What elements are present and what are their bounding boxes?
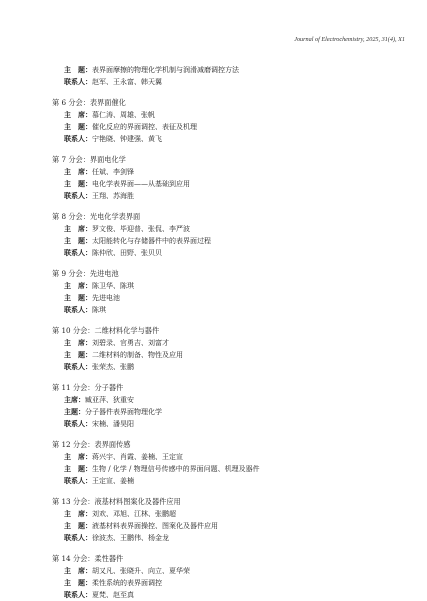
row-label: 联系人： [64, 476, 92, 485]
journal-header: Journal of Electrochemistry, 2025, 31(4), X1 [294, 36, 405, 43]
session-block [52, 496, 412, 544]
row-label: 联系人： [64, 419, 92, 428]
row-value: 液基材料表界面操控、图案化及器件应用 [92, 522, 218, 530]
session-row [52, 406, 412, 418]
row-label: 联系人： [64, 191, 92, 200]
session-block [52, 553, 412, 601]
row-value: 张荣杰、张鹏 [92, 363, 134, 371]
session-row [52, 133, 412, 145]
row-value: 臧亚萍、狄重安 [85, 396, 134, 404]
row-value: 任斌、李剑锋 [92, 168, 134, 176]
row-label: 主 席： [64, 509, 92, 518]
row-value: 分子器件表界面物理化学 [85, 408, 162, 416]
session-row [52, 520, 412, 532]
lead-contact-row [52, 76, 412, 88]
session-row [52, 532, 412, 544]
row-value: 刘欢、邓旭、江林、张鹏超 [92, 510, 176, 518]
row-value: 宋楠、潘昊阳 [92, 420, 134, 428]
session-title: 第 12 分会：表界面传感 [52, 440, 131, 449]
row-value: 生物 / 化学 / 物理信号传感中的界面问题、机理及器件 [92, 465, 260, 473]
row-label: 主 席： [64, 281, 92, 290]
session-row [52, 361, 412, 373]
row-value: 陈仲欣、田野、张贝贝 [92, 249, 162, 257]
session-row [52, 394, 412, 406]
session-row [52, 223, 412, 235]
row-label: 联系人： [64, 77, 92, 86]
session-block [52, 439, 412, 487]
row-label: 主 题： [64, 236, 92, 245]
row-label: 联系人： [64, 305, 92, 314]
session-block [52, 382, 412, 430]
row-value: 太阳能转化与存储器件中的表界面过程 [92, 237, 211, 245]
session-title: 第 8 分会：光电化学表界面 [52, 212, 141, 221]
row-label: 主题： [64, 407, 85, 416]
row-label: 主 席： [64, 167, 92, 176]
session-title: 第 11 分会：分子器件 [52, 383, 124, 392]
session-block [52, 154, 412, 202]
session-row [52, 451, 412, 463]
row-label: 主 题： [64, 293, 92, 302]
session-row [52, 166, 412, 178]
row-label: 主 题： [64, 521, 92, 530]
session-block [52, 325, 412, 373]
row-value: 表界面摩擦的物理化学机制与润滑减磨调控方法 [92, 66, 239, 74]
row-label: 主 题： [64, 179, 92, 188]
session-row [52, 508, 412, 520]
row-value: 蒋兴宇、肖霞、姜楠、王定宣 [92, 453, 183, 461]
session-title: 第 6 分会：表界面催化 [52, 98, 126, 107]
row-value: 宁艳晓、钟建强、黄飞 [92, 135, 162, 143]
row-label: 主 题： [64, 65, 92, 74]
session-row [52, 247, 412, 259]
row-label: 主 席： [64, 224, 92, 233]
row-value: 慕仁涛、周雄、张帆 [92, 111, 155, 119]
session-title: 第 9 分会：先进电池 [52, 269, 119, 278]
session-row [52, 418, 412, 430]
session-title: 第 14 分会：柔性器件 [52, 554, 124, 563]
row-label: 主 题： [64, 464, 92, 473]
session-row [52, 235, 412, 247]
session-row [52, 463, 412, 475]
session-row [52, 121, 412, 133]
row-value: 二维材料的制备、物性及应用 [92, 351, 183, 359]
row-value: 王翔、苏海胜 [92, 192, 134, 200]
row-label: 主 席： [64, 452, 92, 461]
session-row [52, 109, 412, 121]
session-row [52, 589, 412, 601]
session-row [52, 178, 412, 190]
row-value: 胡又凡、张晓升、向立、夏华荣 [92, 567, 190, 575]
row-value: 电化学表界面——从基础到应用 [92, 180, 190, 188]
row-value: 刘碧录、官勇吉、刘富才 [92, 339, 169, 347]
row-label: 联系人： [64, 533, 92, 542]
session-list [52, 64, 412, 601]
session-row [52, 190, 412, 202]
session-title: 第 10 分会：二维材料化学与器件 [52, 326, 160, 335]
session-row [52, 349, 412, 361]
session-title: 第 13 分会：液基材料图案化及器件应用 [52, 497, 181, 506]
session-block [52, 268, 412, 316]
row-label: 联系人： [64, 248, 92, 257]
row-label: 主 席： [64, 110, 92, 119]
session-block [52, 211, 412, 259]
row-value: 徐波杰、王鹏伟、杨金龙 [92, 534, 169, 542]
session-row [52, 280, 412, 292]
row-value: 柔性系统的表界面调控 [92, 579, 162, 587]
session-row [52, 475, 412, 487]
row-value: 催化反应的界面调控、表征及机理 [92, 123, 197, 131]
row-label: 主 席： [64, 566, 92, 575]
session-row [52, 304, 412, 316]
session-row [52, 337, 412, 349]
row-label: 主 题： [64, 350, 92, 359]
lead-topic-row [52, 64, 412, 76]
row-label: 主 席： [64, 338, 92, 347]
session-row [52, 577, 412, 589]
session-block [52, 97, 412, 145]
row-label: 联系人： [64, 590, 92, 599]
row-value: 夏梵、赵至真 [92, 591, 134, 599]
row-label: 联系人： [64, 134, 92, 143]
row-label: 主席： [64, 395, 85, 404]
row-value: 罗文俊、毕迎普、张侃、李严波 [92, 225, 190, 233]
session-row [52, 292, 412, 304]
session-title: 第 7 分会：界面电化学 [52, 155, 126, 164]
row-value: 赵军、王永富、韩天翼 [92, 78, 162, 86]
row-label: 主 题： [64, 578, 92, 587]
row-value: 陈琪 [92, 306, 106, 314]
row-value: 陈卫华、陈琪 [92, 282, 134, 290]
row-value: 王定宣、姜楠 [92, 477, 134, 485]
row-value: 先进电池 [92, 294, 120, 302]
row-label: 主 题： [64, 122, 92, 131]
session-row [52, 565, 412, 577]
row-label: 联系人： [64, 362, 92, 371]
